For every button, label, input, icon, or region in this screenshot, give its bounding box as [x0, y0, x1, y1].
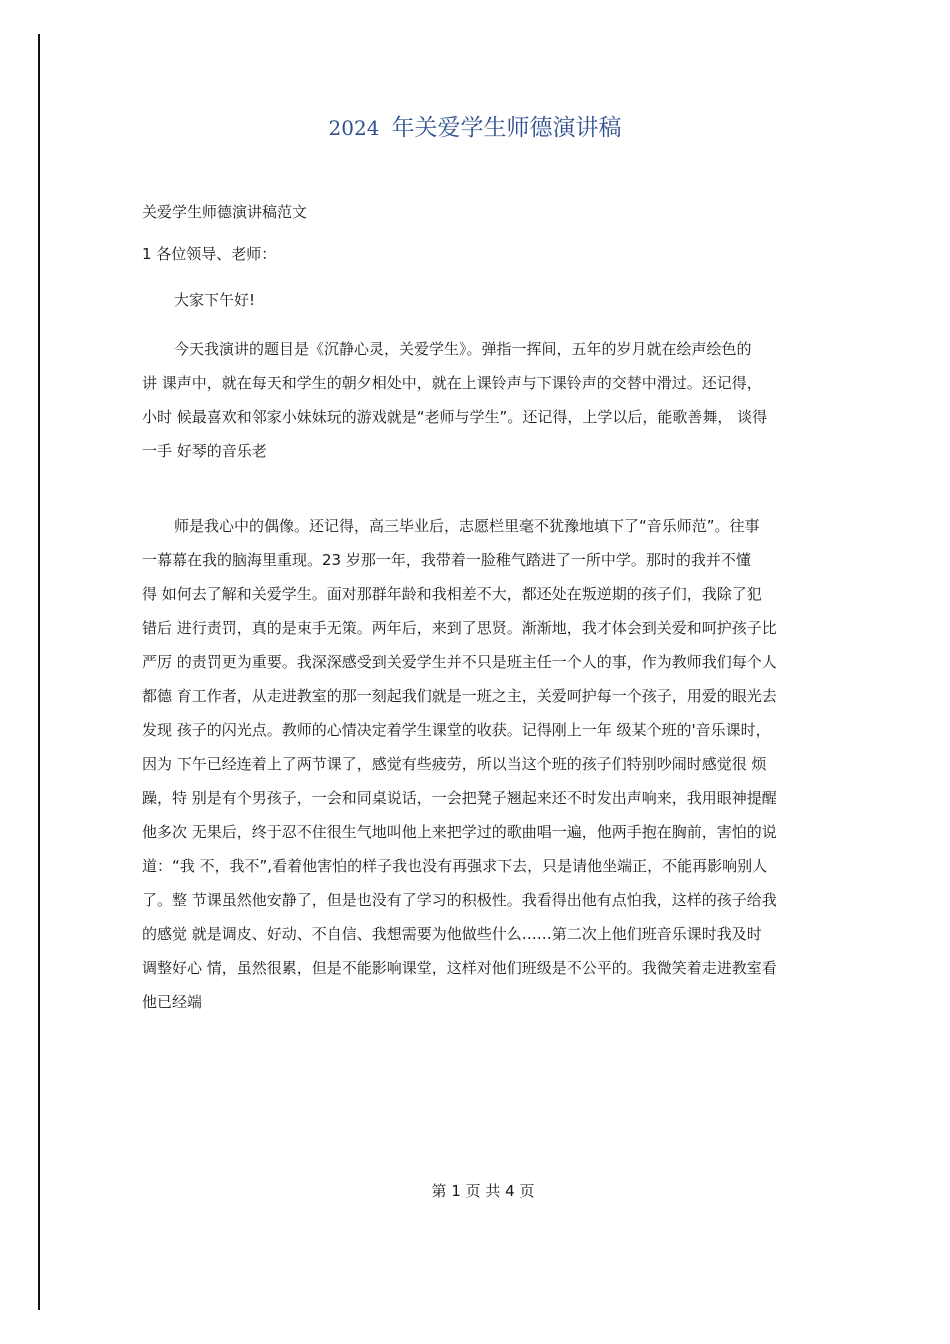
- document-title: [0, 110, 950, 146]
- paragraph-line: 躁，特 别是有个男孩子，一会和同桌说话，一会把凳子翘起来还不时发出声响来，我用眼神提醒: [142, 789, 777, 807]
- salutation-line: 1 各位领导、老师：: [142, 245, 277, 263]
- title-text: 年关爱学生师德演讲稿: [391, 115, 622, 141]
- paragraph-line: 错后 进行责罚，真的是束手无策。两年后，来到了思贤。渐渐地，我才体会到关爱和呵护孩子比: [142, 619, 777, 637]
- page-left-border: [38, 34, 40, 1310]
- paragraph-line: 了。整 节课虽然他安静了，但是也没有了学习的积极性。我看得出他有点怕我，这样的孩子给我: [142, 891, 777, 909]
- paragraph-line: 都德 育工作者，从走进教室的那一刻起我们就是一班之主，关爱呵护每一个孩子，用爱的眼光去: [142, 687, 777, 705]
- document-subtitle: 关爱学生师德演讲稿范文: [142, 203, 308, 221]
- paragraph-line: 的感觉 就是调皮、好动、不自信、我想需要为他做些什么……第二次上他们班音乐课时我及时: [142, 925, 762, 943]
- paragraph-line: 讲 课声中，就在每天和学生的朝夕相处中，就在上课铃声与下课铃声的交替中滑过。还记得，: [142, 374, 762, 392]
- paragraph-line: 师是我心中的偶像。还记得，高三毕业后，志愿栏里毫不犹豫地填下了“音乐师范”。往事: [174, 517, 760, 535]
- page-footer: 第 1 页 共 4 页: [431, 1182, 535, 1200]
- greeting-line: 大家下午好!: [174, 291, 256, 309]
- paragraph-1: [142, 332, 814, 468]
- paragraph-line: 发现 孩子的闪光点。教师的心情决定着学生课堂的收获。记得刚上一年 级某个班的'音乐课时，: [142, 721, 771, 739]
- title-year: 2024: [328, 116, 380, 140]
- paragraph-line: 今天我演讲的题目是《沉静心灵，关爱学生》。弹指一挥间，五年的岁月就在绘声绘色的: [174, 340, 752, 358]
- paragraph-line: 他已经端: [142, 993, 203, 1011]
- paragraph-line: 调整好心 情，虽然很累，但是不能影响课堂，这样对他们班级是不公平的。我微笑着走进教室看: [142, 959, 777, 977]
- paragraph-line: 小时 候最喜欢和邻家小妹妹玩的游戏就是“老师与学生”。还记得，上学以后，能歌善舞， 谈得: [142, 408, 768, 426]
- paragraph-line: 他多次 无果后，终于忍不住很生气地叫他上来把学过的歌曲唱一遍，他两手抱在胸前，害怕的说: [142, 823, 777, 841]
- paragraph-line: 一手 好琴的音乐老: [142, 442, 267, 460]
- paragraph-line: 一幕幕在我的脑海里重现。23 岁那一年，我带着一脸稚气踏进了一所中学。那时的我并不懂: [142, 551, 751, 569]
- paragraph-2: [142, 509, 814, 1019]
- paragraph-line: 道：“我 不，我不”,看着他害怕的样子我也没有再强求下去，只是请他坐端正，不能再影响别人: [142, 857, 768, 875]
- paragraph-line: 严厉 的责罚更为重要。我深深感受到关爱学生并不只是班主任一个人的事，作为教师我们每个人: [142, 653, 777, 671]
- paragraph-line: 得 如何去了解和关爱学生。面对那群年龄和我相差不大，都还处在叛逆期的孩子们，我除了犯: [142, 585, 762, 603]
- paragraph-line: 因为 下午已经连着上了两节课了，感觉有些疲劳，所以当这个班的孩子们特别吵闹时感觉很 烦: [142, 755, 767, 773]
